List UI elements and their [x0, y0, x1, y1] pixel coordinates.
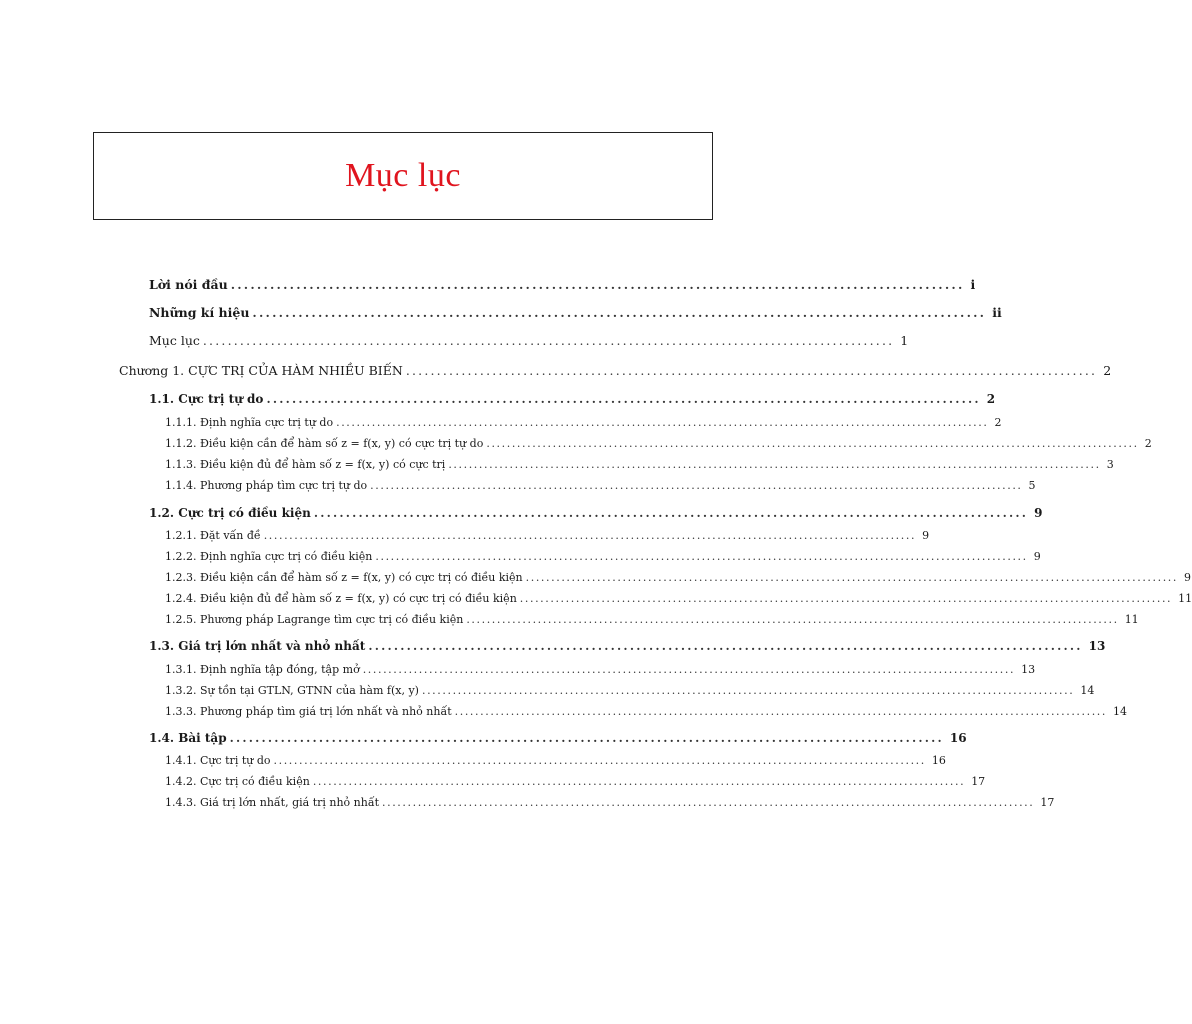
toc-leader: ................................................................................................................: [266, 392, 981, 406]
toc-entry-subsection-1-2-1[interactable]: [165, 529, 930, 542]
toc-entry-page: 9: [1184, 571, 1192, 584]
toc-leader: ................................................................................................................: [230, 277, 965, 292]
toc-entry-page: 14: [1113, 705, 1128, 718]
toc-entry-contents[interactable]: [149, 333, 909, 348]
toc-entry-label: 1.3.2. Sự tồn tại GTLN, GTNN của hàm f(x, y): [165, 684, 419, 697]
toc-entry-page: 5: [1028, 479, 1036, 492]
toc-entry-label: 1.1.2. Điều kiện cần để hàm số z = f(x, y) có cực trị tự do: [165, 437, 484, 450]
toc-entry-page: 17: [1040, 796, 1055, 809]
toc-leader: ................................................................................................................................: [454, 705, 1108, 718]
toc-entry-label: 1.1. Cực trị tự do: [149, 392, 264, 406]
toc-leader: ................................................................................................................................: [448, 458, 1101, 471]
toc-entry-section-1-2[interactable]: [149, 506, 1043, 520]
toc-leader: ................................................................................................................................: [273, 754, 926, 767]
toc-leader: ................................................................................................................................: [466, 613, 1119, 626]
toc-entry-page: ii: [992, 305, 1002, 320]
toc-leader: ................................................................................................................................: [362, 663, 1016, 676]
toc-entry-subsection-1-2-4[interactable]: [165, 592, 1192, 605]
toc-entry-page: 9: [922, 529, 930, 542]
toc-entry-label: 1.1.1. Định nghĩa cực trị tự do: [165, 416, 334, 429]
toc-entry-page: 13: [1088, 639, 1106, 653]
toc-entry-label: 1.2.3. Điều kiện cần để hàm số z = f(x, y) có cực trị có điều kiện: [165, 571, 523, 584]
toc-entry-label: Lời nói đầu: [149, 277, 228, 292]
toc-entry-subsection-1-4-3[interactable]: [165, 796, 1055, 809]
toc-leader: ................................................................................................................: [405, 363, 1098, 378]
toc-entry-page: 17: [971, 775, 986, 788]
toc-title-box: [93, 132, 713, 220]
toc-entry-label: 1.4.1. Cực trị tự do: [165, 754, 271, 767]
toc-entry-page: 9: [1033, 550, 1041, 563]
toc-entry-subsection-1-2-3[interactable]: [165, 571, 1192, 584]
toc-leader: ................................................................................................................................: [370, 479, 1023, 492]
toc-entry-label: 1.4.2. Cực trị có điều kiện: [165, 775, 310, 788]
toc-entry-label: 1.2.2. Định nghĩa cực trị có điều kiện: [165, 550, 373, 563]
toc-entry-foreword[interactable]: [149, 277, 976, 292]
toc-entry-page: 13: [1021, 663, 1036, 676]
toc-entry-subsection-1-1-4[interactable]: [165, 479, 1036, 492]
toc-entry-label: 1.2.5. Phương pháp Lagrange tìm cực trị có điều kiện: [165, 613, 464, 626]
toc-entry-label: Những kí hiệu: [149, 305, 250, 320]
toc-entry-subsection-1-4-1[interactable]: [165, 754, 946, 767]
toc-entry-subsection-1-3-2[interactable]: [165, 684, 1095, 697]
toc-entry-section-1-4[interactable]: [149, 731, 967, 745]
toc-entry-subsection-1-3-3[interactable]: [165, 705, 1128, 718]
toc-entry-subsection-1-4-2[interactable]: [165, 775, 986, 788]
toc-entry-section-1-3[interactable]: [149, 639, 1106, 653]
toc-entry-page: 11: [1124, 613, 1139, 626]
toc-entry-subsection-1-1-3[interactable]: [165, 458, 1114, 471]
toc-entry-label: 1.3.3. Phương pháp tìm giá trị lớn nhất và nhỏ nhất: [165, 705, 452, 718]
toc-entry-notation[interactable]: [149, 305, 1002, 320]
toc-entry-page: 2: [1103, 363, 1112, 378]
toc-entry-subsection-1-1-1[interactable]: [165, 416, 1002, 429]
toc-leader: ................................................................................................................: [202, 333, 895, 348]
toc-entry-subsection-1-2-2[interactable]: [165, 550, 1041, 563]
toc-entry-page: 1: [900, 333, 909, 348]
toc-entry-label: 1.2.4. Điều kiện đủ để hàm số z = f(x, y) có cực trị có điều kiện: [165, 592, 517, 605]
toc-entry-section-1-1[interactable]: [149, 392, 996, 406]
toc-entry-page: 16: [949, 731, 967, 745]
toc-entry-page: 16: [931, 754, 946, 767]
toc-entry-page: i: [970, 277, 976, 292]
toc-entry-label: 1.1.3. Điều kiện đủ để hàm số z = f(x, y) có cực trị: [165, 458, 446, 471]
toc-entry-label: 1.3. Giá trị lớn nhất và nhỏ nhất: [149, 639, 366, 653]
toc-entry-page: 2: [1144, 437, 1152, 450]
toc-leader: ................................................................................................................................: [382, 796, 1035, 809]
toc-leader: ................................................................................................................................: [525, 571, 1179, 584]
toc-entry-label: 1.4.3. Giá trị lớn nhất, giá trị nhỏ nhất: [165, 796, 380, 809]
toc-entry-page: 14: [1080, 684, 1095, 697]
toc-leader: ................................................................................................................................: [336, 416, 989, 429]
toc-entry-page: 3: [1106, 458, 1114, 471]
toc-leader: ................................................................................................................: [368, 639, 1083, 653]
toc-entry-label: 1.2.1. Đặt vấn đề: [165, 529, 261, 542]
toc-entry-label: 1.4. Bài tập: [149, 731, 227, 745]
toc-entry-label: 1.1.4. Phương pháp tìm cực trị tự do: [165, 479, 368, 492]
toc-entry-label: Chương 1. CỰC TRỊ CỦA HÀM NHIỀU BIẾN: [119, 363, 403, 378]
toc-entry-subsection-1-2-5[interactable]: [165, 613, 1139, 626]
toc-leader: ................................................................................................................................: [519, 592, 1173, 605]
toc-entry-page: 2: [994, 416, 1002, 429]
toc-leader: ................................................................................................................: [313, 506, 1029, 520]
toc-leader: ................................................................................................................................: [421, 684, 1075, 697]
toc-leader: ................................................................................................................................: [486, 437, 1139, 450]
toc-entry-page: 9: [1034, 506, 1043, 520]
page-title: Mục lục: [345, 157, 461, 194]
toc-entry-label: 1.3.1. Định nghĩa tập đóng, tập mở: [165, 663, 360, 676]
toc-entry-chapter-1[interactable]: [119, 363, 1112, 378]
toc-entry-label: 1.2. Cực trị có điều kiện: [149, 506, 311, 520]
toc-leader: ................................................................................................................................: [312, 775, 966, 788]
toc-entry-label: Mục lục: [149, 333, 200, 348]
toc-leader: ................................................................................................................: [229, 731, 944, 745]
toc-entry-page: 11: [1178, 592, 1192, 605]
toc-leader: ................................................................................................................................: [263, 529, 917, 542]
toc-leader: ................................................................................................................................: [375, 550, 1028, 563]
toc-entry-page: 2: [986, 392, 996, 406]
toc-leader: ................................................................................................................: [252, 305, 987, 320]
toc-entry-subsection-1-3-1[interactable]: [165, 663, 1036, 676]
toc-entry-subsection-1-1-2[interactable]: [165, 437, 1152, 450]
